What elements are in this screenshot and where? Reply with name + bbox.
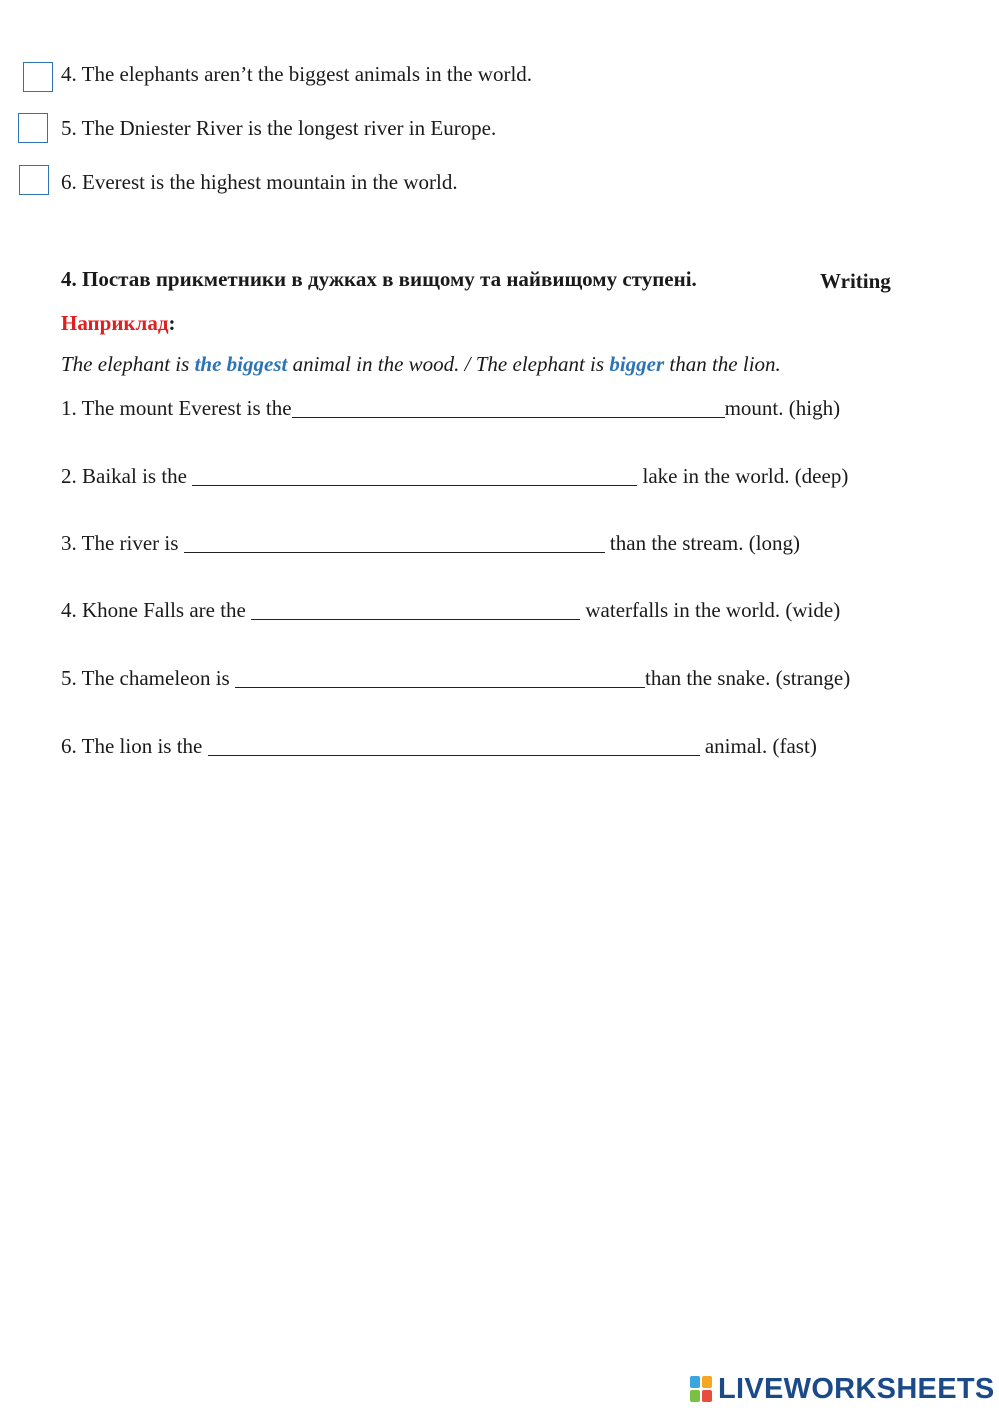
example-highlight-superlative: the biggest	[194, 352, 288, 376]
task-heading: 4. Постав прикметники в дужках в вищому та найвищому ступені.	[61, 267, 697, 291]
example-part-1: The elephant is	[61, 352, 195, 376]
statement-5: 5. The Dniester River is the longest river in Europe.	[61, 116, 497, 140]
answer-blank-2[interactable]	[192, 467, 637, 486]
item-6-before: 6. The lion is the	[61, 734, 208, 758]
statement-6: 6. Everest is the highest mountain in the world.	[61, 170, 458, 194]
example-colon: :	[168, 311, 176, 335]
exercise-item-6	[61, 734, 817, 757]
item-5-before: 5. The chameleon is	[61, 666, 235, 690]
answer-blank-6[interactable]	[208, 737, 700, 756]
item-4-before: 4. Khone Falls are the	[61, 598, 252, 622]
answer-box-4[interactable]	[23, 62, 53, 92]
exercise-item-2	[61, 464, 848, 487]
answer-box-6[interactable]	[19, 165, 49, 195]
exercise-item-3	[61, 531, 800, 554]
item-2-before: 2. Baikal is the	[61, 464, 193, 488]
example-highlight-comparative: bigger	[609, 352, 665, 376]
liveworksheets-logo	[690, 1373, 995, 1406]
example-label-line	[61, 313, 175, 334]
example-part-2: animal in the wood. / The elephant is	[287, 352, 610, 376]
task-skill-label: Writing	[820, 269, 891, 293]
item-6-after: animal. (fast)	[699, 734, 817, 758]
item-5-after: than the snake. (strange)	[644, 666, 851, 690]
answer-box-5[interactable]	[18, 113, 48, 143]
item-1-after: mount. (high)	[724, 396, 841, 420]
item-3-after: than the stream. (long)	[604, 531, 801, 555]
answer-blank-3[interactable]	[184, 534, 605, 553]
answer-blank-4[interactable]	[251, 601, 580, 620]
answer-blank-5[interactable]	[235, 669, 645, 688]
answer-blank-1[interactable]	[292, 399, 725, 418]
example-part-3: than the lion.	[664, 352, 781, 376]
example-sentence	[61, 354, 781, 375]
logo-text: LIVEWORKSHEETS	[718, 1373, 995, 1405]
exercise-item-1	[61, 396, 840, 419]
exercise-item-5	[61, 666, 850, 689]
statement-4: 4. The elephants aren’t the biggest animals in the world.	[61, 62, 533, 86]
item-4-after: waterfalls in the world. (wide)	[580, 598, 841, 622]
liveworksheets-logo-icon	[690, 1376, 714, 1404]
item-3-before: 3. The river is	[61, 531, 184, 555]
exercise-item-4	[61, 598, 840, 621]
item-1-before: 1. The mount Everest is the	[61, 396, 292, 420]
example-label: Наприклад	[61, 311, 169, 335]
item-2-after: lake in the world. (deep)	[637, 464, 849, 488]
